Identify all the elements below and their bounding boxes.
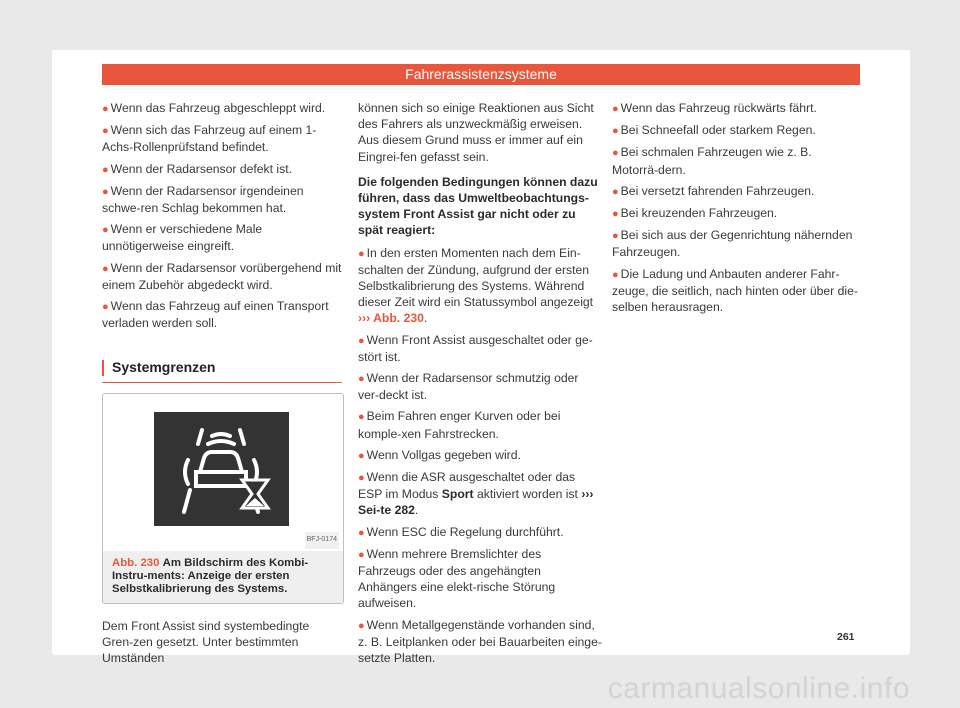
bullet-icon: ● bbox=[102, 103, 109, 115]
column-3 bbox=[612, 100, 860, 320]
page-link[interactable]: ››› Sei-te 282 bbox=[358, 487, 594, 518]
column-1 bbox=[102, 100, 342, 671]
list-item: ● Wenn ESC die Regelung durchführt. bbox=[358, 524, 564, 539]
bullet-icon: ● bbox=[358, 373, 365, 386]
watermark-band bbox=[0, 672, 960, 708]
bullet-icon: ● bbox=[358, 334, 365, 347]
bullet-icon: ● bbox=[358, 411, 365, 424]
figure-ref: Abb. 230 bbox=[112, 556, 160, 569]
list-item: ● Bei schmalen Fahrzeugen wie z. B. Motorrä-dern. bbox=[612, 145, 812, 177]
list-item: ● Bei kreuzenden Fahrzeugen. bbox=[612, 206, 778, 221]
list-item: ● Wenn mehrere Bremslichter des Fahrzeugs oder des angehängten Anhängers eine elekt-rische Störung aufweisen. bbox=[358, 546, 556, 611]
bullet-icon: ● bbox=[358, 548, 365, 561]
list-item: ● In den ersten Momenten nach dem Ein-schalten der Zündung, aufgrund der ersten Selbstkalibrierung des Systems. Während dieser Zeit wird ein Statussymbol angezeigt ››› Abb. 230. bbox=[358, 245, 594, 326]
list-item: ● Wenn er verschiedene Male unnötigerweise eingreift. bbox=[102, 222, 263, 254]
list-item: ● Wenn Metallgegenstände vorhanden sind, z. B. Leitplanken oder bei Bauarbeiten einge-setzte Platten. bbox=[358, 617, 602, 666]
list-item: ● Bei versetzt fahrenden Fahrzeugen. bbox=[612, 183, 815, 198]
list-item: ● Wenn sich das Fahrzeug auf einem 1-Achs-Rollenprüfstand befindet. bbox=[102, 123, 317, 155]
column-2 bbox=[358, 100, 602, 671]
list-item: ● Bei sich aus der Gegenrichtung nähernden Fahrzeugen. bbox=[612, 228, 853, 260]
bullet-icon: ● bbox=[102, 185, 109, 198]
chapter-header: Fahrerassistenzsysteme bbox=[102, 64, 860, 85]
bullet-icon: ● bbox=[612, 230, 619, 243]
list-item: ● Wenn der Radarsensor vorübergehend mit einem Zubehör abgedeckt wird. bbox=[102, 260, 342, 292]
list-item: ● Wenn der Radarsensor schmutzig oder ver-deckt ist. bbox=[358, 371, 579, 403]
list-item: ● Wenn das Fahrzeug rückwärts fährt. bbox=[612, 101, 817, 115]
figure-link[interactable]: ››› Abb. 230 bbox=[358, 311, 424, 326]
bullet-icon: ● bbox=[102, 163, 109, 176]
front-assist-calibration-icon bbox=[154, 412, 289, 526]
bullet-icon: ● bbox=[612, 147, 619, 160]
figure-caption bbox=[103, 551, 343, 603]
figure-caption-text: Am Bildschirm des Kombi-Instru-ments: Anzeige der ersten Selbstkalibrierung des Systems. bbox=[112, 556, 309, 596]
list-item: ● Wenn Vollgas gegeben wird. bbox=[358, 447, 521, 462]
bullet-icon: ● bbox=[102, 262, 109, 275]
watermark-text: carmanualsonline.info bbox=[607, 672, 910, 705]
bullet-icon: ● bbox=[612, 208, 619, 221]
bullet-icon: ● bbox=[358, 526, 365, 539]
list-item: ● Wenn die ASR ausgeschaltet oder das ESP im Modus Sport aktiviert worden ist ››› Sei-te 282. bbox=[358, 470, 594, 518]
list-item: ● Wenn Front Assist ausgeschaltet oder ge-stört ist. bbox=[358, 332, 593, 364]
paragraph: können sich so einige Reaktionen aus Sicht des Fahrers als unzweckmäßig erweisen. Aus diesem Grund muss er immer auf ein Eingrei-fen gefasst sein. bbox=[358, 101, 594, 164]
bullet-icon: ● bbox=[358, 472, 365, 485]
bullet-icon: ● bbox=[612, 185, 619, 198]
figure-code: BFJ-0174 bbox=[305, 532, 339, 548]
bullet-icon: ● bbox=[102, 125, 109, 138]
list-item: ● Beim Fahren enger Kurven oder bei komple-xen Fahrstrecken. bbox=[358, 409, 561, 441]
bullet-icon: ● bbox=[358, 619, 365, 632]
bullet-icon: ● bbox=[612, 125, 619, 138]
paragraph: Dem Front Assist sind systembedingte Gren-zen gesetzt. Unter bestimmten Umständen bbox=[102, 618, 310, 666]
list-item: ● Wenn das Fahrzeug abgeschleppt wird. bbox=[102, 101, 326, 115]
bullet-icon: ● bbox=[358, 247, 365, 260]
bullet-icon: ● bbox=[102, 224, 109, 237]
list-item: ● Die Ladung und Anbauten anderer Fahr-zeuge, die seitlich, nach hinten oder über die-selben herausragen. bbox=[612, 266, 858, 315]
list-item: ● Wenn das Fahrzeug auf einen Transport verladen werden soll. bbox=[102, 299, 329, 331]
bullet-icon: ● bbox=[612, 103, 619, 115]
figure-230 bbox=[102, 393, 344, 604]
bullet-icon: ● bbox=[102, 301, 109, 314]
list-item: ● Wenn der Radarsensor irgendeinen schwe-ren Schlag bekommen hat. bbox=[102, 183, 304, 216]
section-heading: Systemgrenzen bbox=[102, 359, 342, 382]
bullet-icon: ● bbox=[612, 268, 619, 281]
bold-heading: Die folgenden Bedingungen können dazu führen, dass das Umweltbeobachtungs-system Front Assist gar nicht oder zu spät reagiert: bbox=[358, 174, 598, 238]
page-number: 261 bbox=[837, 631, 855, 643]
bullet-icon: ● bbox=[358, 449, 365, 462]
figure-image bbox=[103, 394, 343, 551]
list-item: ● Bei Schneefall oder starkem Regen. bbox=[612, 123, 816, 138]
list-item: ● Wenn der Radarsensor defekt ist. bbox=[102, 161, 292, 176]
display-screen bbox=[154, 412, 289, 526]
